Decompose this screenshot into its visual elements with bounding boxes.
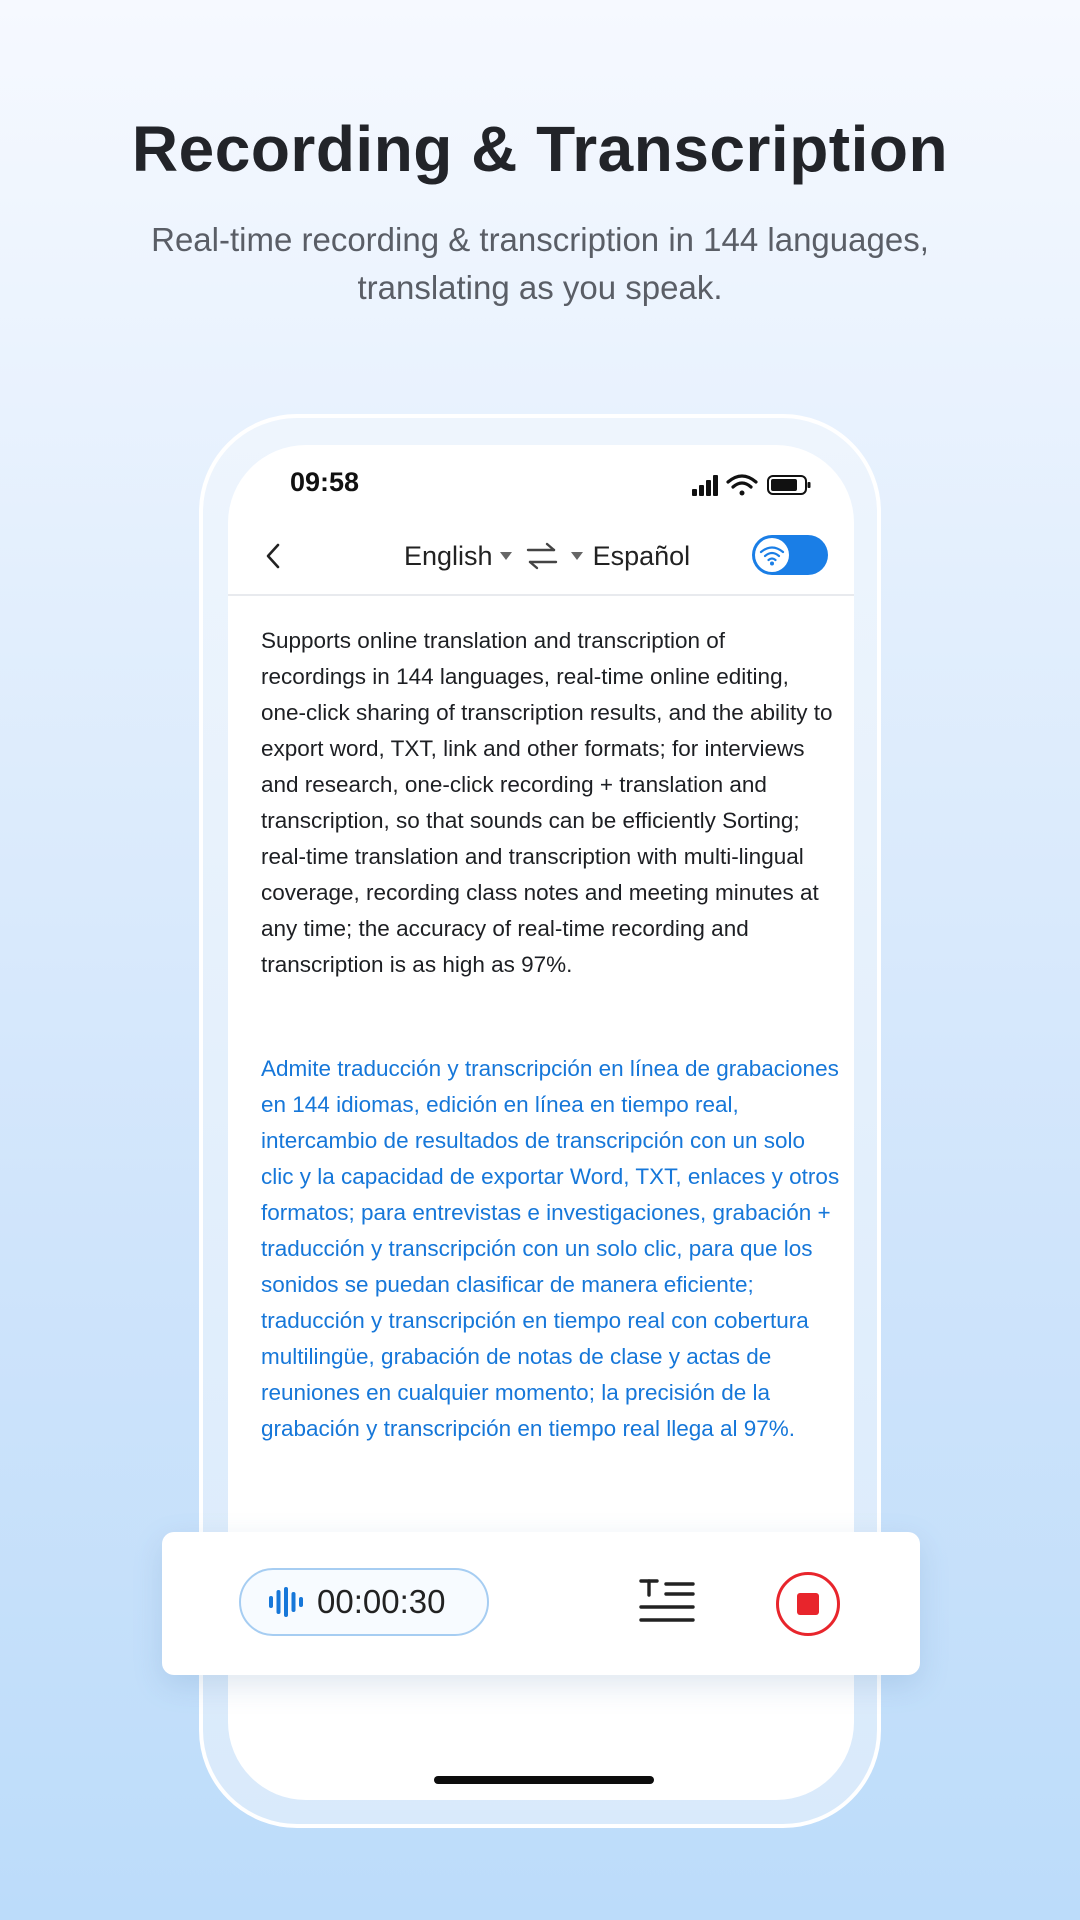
target-language-select[interactable]: Español <box>592 540 691 571</box>
chevron-down-icon[interactable] <box>571 552 583 560</box>
home-indicator <box>434 1776 654 1784</box>
toggle-knob <box>755 538 789 572</box>
hero-title: Recording & Transcription <box>131 113 949 185</box>
status-icons <box>692 473 812 497</box>
source-language-select[interactable]: English <box>404 540 493 571</box>
translated-transcript: Admite traducción y transcripción en línea de grabaciones en 144 idiomas, edición en línea en tiempo real, intercambio de resultados de transcripción con un solo clic y la capacidad de exportar Word, TXT, enlaces y otros formatos; para entrevistas e investigaciones, grabación + traducción y transcripción con un solo clic, para que los sonidos se puedan clasificar de manera eficiente; traducción y transcripción en tiempo real con cobertura multilingüe, grabación de notas de clase y actas de reuniones en cualquier momento; la precisión de la grabación y transcripción en tiempo real llega al 97%. <box>261 1056 840 1441</box>
hero-subtitle: Real-time recording & transcription in 144 languages, translating as you speak. <box>151 221 929 306</box>
swap-arrows-icon[interactable] <box>526 542 558 570</box>
recording-timer <box>239 1568 489 1636</box>
elapsed-time: 00:00:30 <box>317 1583 446 1620</box>
language-switcher <box>404 534 690 578</box>
stop-recording-button[interactable] <box>776 1572 840 1636</box>
sound-wave-icon <box>269 1587 303 1617</box>
chevron-left-icon[interactable] <box>256 538 292 574</box>
original-transcript: Supports online translation and transcription of recordings in 144 languages, real-time online editing, one-click sharing of transcription results, and the ability to export word, TXT, link and other formats; for interviews and research, one-click recording + translation and transcription, so that sounds can be efficiently Sorting; real-time translation and transcription with multi-lingual coverage, recording class notes and meeting minutes at any time; the accuracy of real-time recording and transcription is as high as 97%. <box>261 628 833 977</box>
transcript-text-icon[interactable] <box>638 1576 696 1632</box>
online-mode-toggle[interactable] <box>752 535 828 575</box>
wifi-icon <box>728 476 756 496</box>
nav-bar <box>228 520 854 596</box>
chevron-down-icon[interactable] <box>500 552 512 560</box>
signal-icon <box>692 475 718 496</box>
recording-control-bar <box>162 1532 920 1675</box>
battery-icon <box>768 476 811 494</box>
stop-icon <box>797 1593 819 1615</box>
wifi-icon <box>759 544 785 566</box>
status-time: 09:58 <box>290 467 360 497</box>
